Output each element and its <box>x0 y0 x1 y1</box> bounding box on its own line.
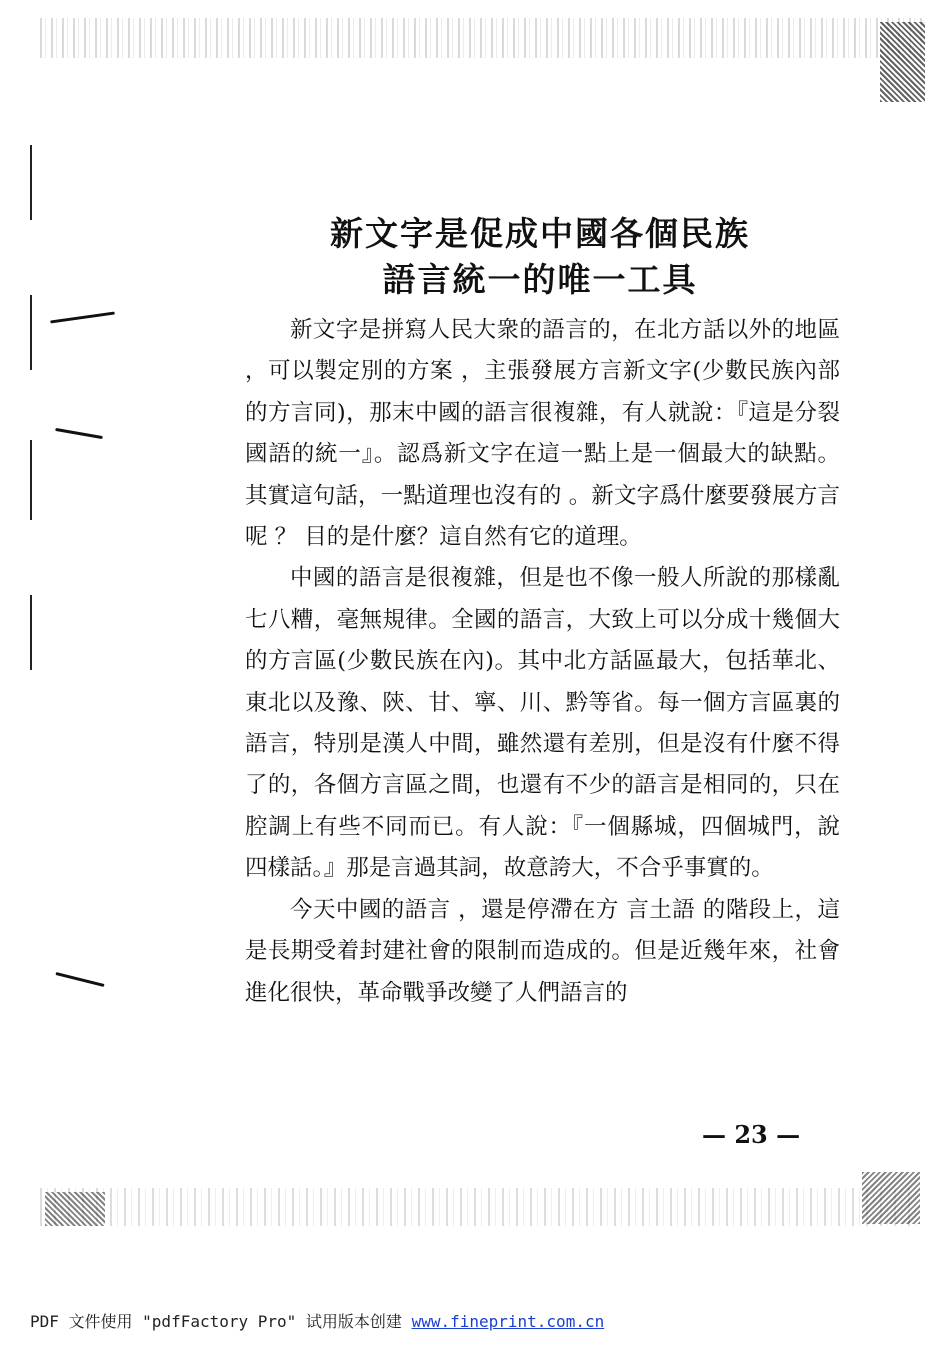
paragraph: 中國的語言是很複雜，但是也不像一般人所說的那樣亂七八糟，毫無規律。全國的語言，大致上可以分成十幾個大的方言區(少數民族在內)。其中北方話區最大，包括華北、東北以及豫、陝、甘、寧、川、黔等省。每一個方言區裏的語言，特別是漢人中間，雖然還有差別，但是沒有什麼不得了的，各個方言區之間，也還有不少的語言是相同的，只在腔調上有些不同而已。有人說：『一個縣城，四個城門，說四樣話。』那是言過其詞，故意誇大，不合乎事實的。 <box>245 565 840 882</box>
page-title-line-1: 新文字是促成中國各個民族 <box>330 214 750 253</box>
binding-edge-line <box>30 440 32 520</box>
binding-edge-mark <box>55 972 104 987</box>
pdf-footer <box>30 1309 604 1332</box>
scan-noise-corner <box>862 1172 920 1224</box>
scan-noise-corner <box>45 1192 105 1226</box>
scan-noise-bottom <box>40 1188 920 1226</box>
paragraph: 今天中國的語言 ，還是停滯在方 言土語 的階段上，這是長期受着封建社會的限制而造成的。但是近幾年來，社會進化很快，革命戰爭改變了人們語言的 <box>245 896 840 1006</box>
body-text <box>245 310 840 1014</box>
scan-noise-top <box>40 18 925 58</box>
scan-noise-corner <box>880 22 925 102</box>
paragraph: 新文字是拼寫人民大衆的語言的，在北方話以外的地區 ，可以製定別的方案 ，主張發展方言新文字(少數民族內部的方言同)，那末中國的語言很複雜，有人就說：『這是分裂國語的統一』。認爲新文字在這一點上是一個最大的缺點。其實這句話，一點道理也沒有的 。新文字爲什麼要發展方言呢 ？ 目的是什麼？這自然有它的道理。 <box>245 317 840 551</box>
footer-text: PDF 文件使用 "pdfFactory Pro" 试用版本创建 <box>30 1312 412 1331</box>
binding-edge-line <box>30 295 32 370</box>
footer-link[interactable]: www.fineprint.com.cn <box>411 1312 605 1331</box>
page-number: — 23 — <box>702 1120 801 1149</box>
binding-edge-mark <box>50 311 115 323</box>
binding-edge-line <box>30 595 32 670</box>
binding-edge-mark <box>55 428 103 439</box>
binding-edge-line <box>30 145 32 220</box>
page-title-line-2: 語言統一的唯一工具 <box>382 260 698 299</box>
